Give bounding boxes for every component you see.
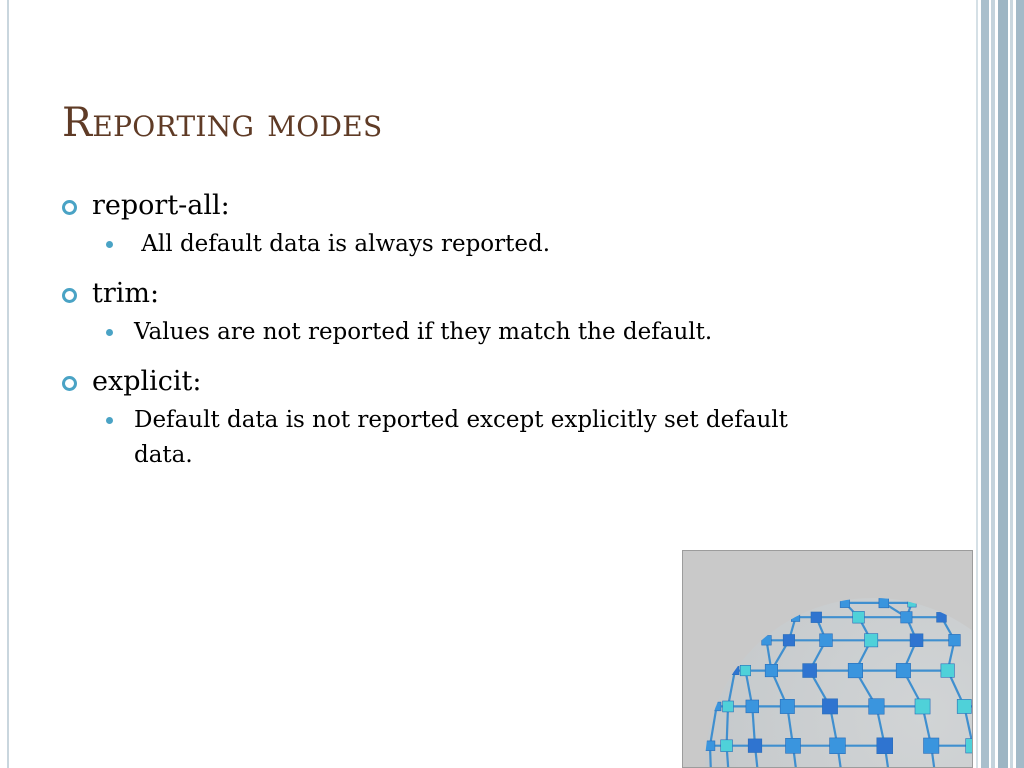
globe-node [786,738,801,753]
globe-node [853,611,865,623]
globe-node [748,739,762,753]
dot-bullet-icon [106,417,113,424]
network-globe-image [682,550,973,768]
network-globe-icon [683,551,973,768]
globe-node [901,612,912,623]
globe-node [740,665,751,676]
globe-node [783,635,795,647]
globe-node [915,699,930,714]
bullet-report-all [62,186,922,226]
globe-node [908,599,917,608]
globe-node [723,701,734,712]
ring-bullet-icon [62,376,77,391]
globe-node [705,741,715,751]
globe-node [803,664,817,678]
globe-node [957,699,971,713]
globe-node [869,699,885,715]
sub-bullet-text: Values are not reported if they match the default. [134,319,713,345]
globe-node [879,598,889,608]
bullet-label: explicit: [92,366,202,397]
bullet-explicit [62,362,922,402]
globe-node [941,664,955,678]
sub-bullet-report-all [62,227,922,262]
sub-bullet-text: All default data is always reported. [134,231,551,257]
globe-node [780,699,794,713]
dot-bullet-icon [106,241,113,248]
globe-node [811,612,822,623]
globe-node [731,666,739,674]
globe-node [966,739,973,753]
globe-node [830,738,846,754]
globe-node [896,663,910,677]
globe-node [910,634,923,647]
globe-node [822,699,837,714]
ring-bullet-icon [62,200,77,215]
globe-node [949,634,961,646]
sub-bullet-text: Default data is not reported except explicitly set default data. [134,407,788,468]
bullet-list [62,186,922,485]
ring-bullet-icon [62,288,77,303]
bullet-trim [62,274,922,314]
globe-node [865,634,878,647]
bullet-label: trim: [92,278,160,309]
globe-node [762,636,772,646]
left-border-rule [7,0,9,768]
right-decorative-frame [976,0,1024,768]
globe-node [848,663,863,678]
globe-node [924,738,939,753]
globe-node [791,613,800,622]
globe-node [746,700,759,713]
globe-node [712,702,721,711]
globe-node [877,738,893,754]
globe-node [937,612,947,622]
dot-bullet-icon [106,329,113,336]
globe-node [840,598,849,607]
slide-title: Reporting modes [62,100,383,146]
sub-bullet-explicit [62,403,814,473]
sub-bullet-trim [62,315,922,350]
globe-node [721,740,733,752]
globe-node [765,664,778,677]
bullet-label: report-all: [92,190,230,221]
globe-node [820,634,833,647]
